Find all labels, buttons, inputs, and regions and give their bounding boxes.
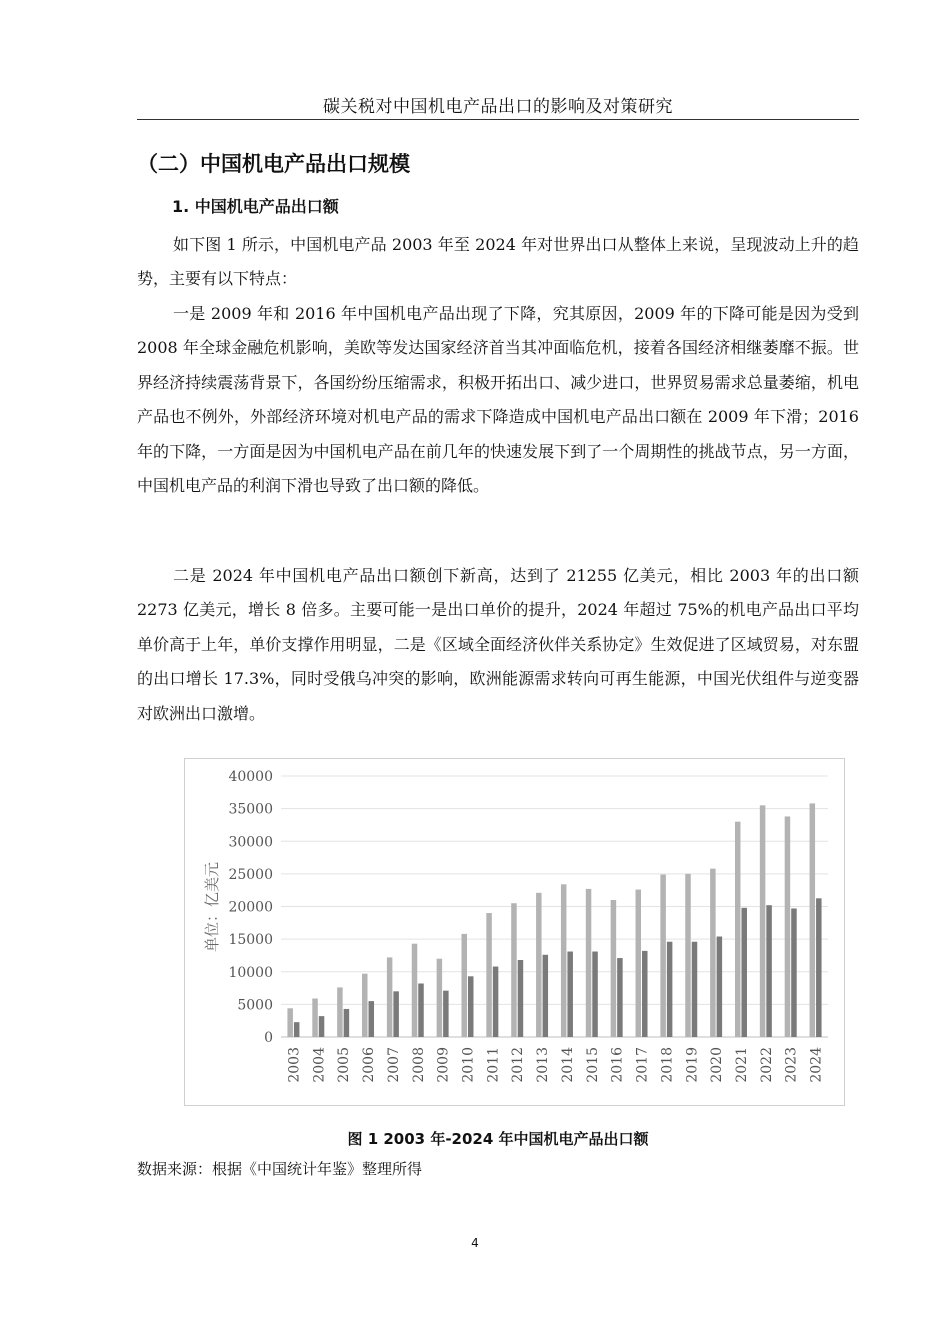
bar-series-dark [766,905,772,1037]
x-tick-label: 2013 [535,1047,552,1083]
bar-series-dark [344,1009,350,1037]
bar-series-light [337,987,343,1037]
x-tick-label: 2018 [659,1047,676,1083]
bar-series-light [387,957,393,1037]
bar-series-light [735,822,741,1037]
bar-series-dark [493,967,499,1037]
bar-series-dark [592,952,598,1037]
y-tick-label: 35000 [228,801,273,818]
bar-series-dark [393,991,399,1037]
bar-series-dark [567,952,573,1037]
bar-series-dark [443,991,449,1037]
bar-series-light [536,893,542,1037]
bar-series-light [437,959,443,1037]
x-tick-label: 2003 [286,1047,303,1083]
paragraph-point-one: 一是 2009 年和 2016 年中国机电产品出现了下降，究其原因，2009 年的下降可能是因为受到 2008 年全球金融危机影响，美欧等发达国家经济首当其冲面临危机，接着各国经济相继萎靡不振。世界经济持续震荡背景下，各国纷纷压缩需求，积极开拓出口、减少进口，世界贸易需求总量萎缩，机电产品也不例外，外部经济环境对机电产品的需求下降造成中国机电产品出口额在 2009 年下滑；2016 年的下降，一方面是因为中国机电产品在前几年的快速发展下到了一个周期性的挑战节点，另一方面，中国机电产品的利润下滑也导致了出口额的降低。 [137,304,859,496]
bar-series-dark [369,1001,375,1037]
bar-series-light [412,944,418,1037]
bar-series-light [685,874,691,1037]
page-header-title: 碳关税对中国机电产品出口的影响及对策研究 [323,97,673,117]
x-tick-label: 2008 [410,1047,427,1083]
x-tick-label: 2005 [336,1047,353,1083]
x-tick-label: 2024 [808,1047,825,1083]
x-tick-label: 2011 [485,1047,502,1083]
x-tick-label: 2022 [758,1047,775,1083]
bar-series-dark [642,951,648,1037]
header-divider [137,119,859,120]
export-bar-chart [185,759,844,1105]
bar-series-light [810,803,816,1037]
y-tick-label: 10000 [228,964,273,981]
bar-series-dark [617,958,623,1037]
x-tick-label: 2021 [733,1047,750,1083]
section-heading: （二）中国机电产品出口规模 [137,152,410,176]
figure-caption: 图 1 2003 年-2024 年中国机电产品出口额 [347,1130,649,1148]
bar-series-dark [816,898,822,1037]
y-tick-label: 40000 [228,769,273,785]
bar-series-light [362,974,368,1037]
bar-series-light [710,869,716,1037]
bar-series-dark [692,942,698,1037]
data-source-note: 数据来源：根据《中国统计年鉴》整理所得 [137,1160,423,1178]
bar-series-dark [717,937,723,1037]
x-tick-label: 2010 [460,1047,477,1083]
bar-series-light [561,884,567,1037]
x-tick-label: 2016 [609,1047,626,1083]
x-tick-label: 2009 [435,1047,452,1083]
x-tick-label: 2019 [684,1047,701,1083]
bar-series-light [611,900,617,1037]
bar-series-dark [518,960,524,1037]
bar-series-light [660,875,666,1037]
bar-series-light [287,1008,293,1037]
subsection-heading: 1. 中国机电产品出口额 [172,197,339,216]
bar-series-light [312,999,318,1037]
bar-series-light [785,816,791,1037]
x-tick-label: 2017 [634,1047,651,1083]
bar-series-light [760,805,766,1037]
bar-series-light [636,890,642,1037]
x-tick-label: 2007 [385,1047,402,1083]
x-tick-label: 2020 [709,1047,726,1083]
bar-series-light [461,934,467,1037]
bar-series-dark [741,908,747,1037]
x-tick-label: 2004 [311,1047,328,1083]
bar-series-dark [319,1016,325,1037]
y-tick-label: 20000 [228,899,273,916]
y-tick-label: 25000 [228,866,273,883]
bar-series-dark [791,908,797,1037]
bar-series-dark [418,983,424,1037]
bar-series-light [486,913,492,1037]
x-tick-label: 2006 [361,1047,378,1083]
y-tick-label: 0 [264,1030,273,1046]
x-tick-label: 2023 [783,1047,800,1083]
x-tick-label: 2014 [559,1047,576,1083]
bar-series-dark [294,1022,300,1037]
bar-series-dark [543,955,549,1037]
page-number: 4 [471,1236,479,1250]
chart-frame [184,758,845,1106]
paragraph-intro: 如下图 1 所示，中国机电产品 2003 年至 2024 年对世界出口从整体上来说，呈现波动上升的趋势，主要有以下特点： [137,235,859,289]
bar-series-dark [468,976,474,1037]
paragraph-point-two: 二是 2024 年中国机电产品出口额创下新高，达到了 21255 亿美元，相比 2003 年的出口额 2273 亿美元，增长 8 倍多。主要可能一是出口单价的提升，2024 年超过 75%的机电产品出口平均单价高于上年，单价支撑作用明显，二是《区域全面经济伙伴关系协定》生效促进了区域贸易，对东盟的出口增长 17.3%，同时受俄乌冲突的影响，欧洲能源需求转向可再生能源，中国光伏组件与逆变器对欧洲出口激增。 [137,566,859,723]
y-tick-label: 5000 [237,997,273,1014]
x-tick-label: 2015 [584,1047,601,1083]
bar-series-light [511,903,517,1037]
bar-series-dark [667,942,673,1037]
y-axis-title: 单位：亿美元 [203,861,221,953]
bar-series-light [586,889,592,1037]
y-tick-label: 15000 [228,932,273,949]
x-tick-label: 2012 [510,1047,527,1083]
y-tick-label: 30000 [228,834,273,851]
